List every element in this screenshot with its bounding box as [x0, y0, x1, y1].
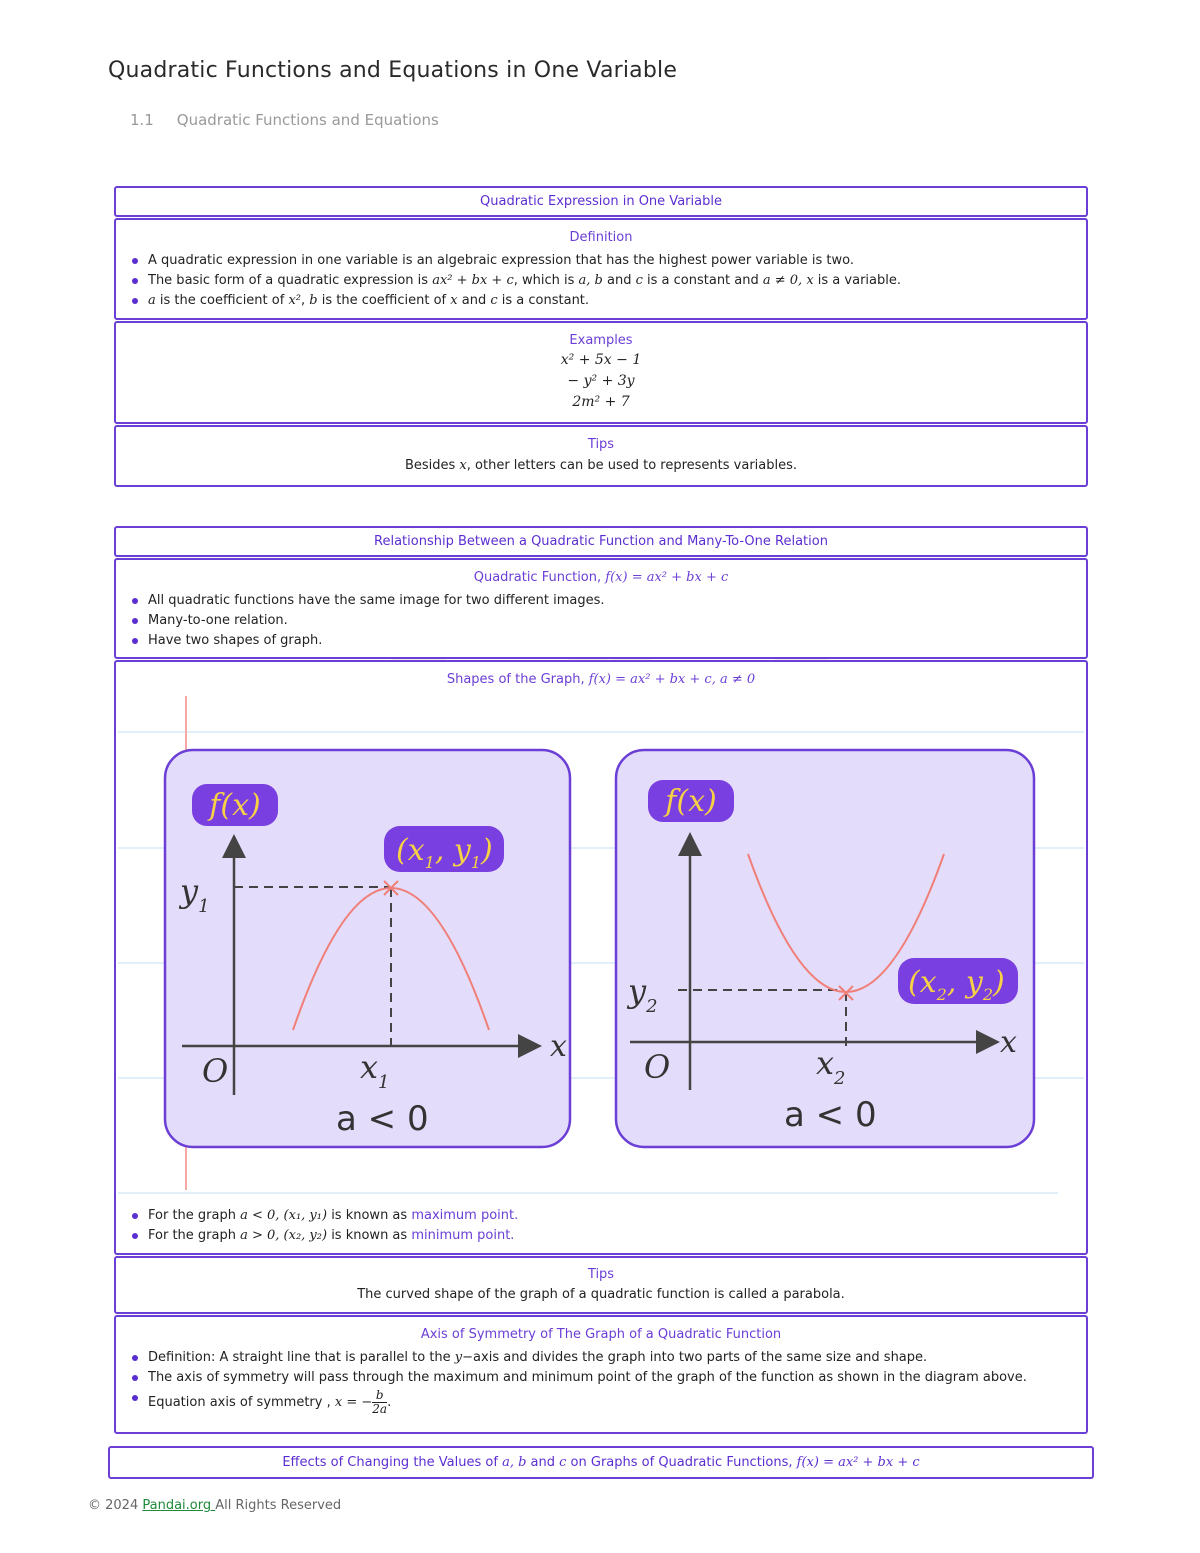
tips2-text: The curved shape of the graph of a quadratic function is called a parabola. — [357, 1287, 845, 1302]
definition-section — [114, 218, 1088, 320]
quadratic-function-section — [114, 558, 1088, 659]
axis-symmetry-section — [114, 1315, 1088, 1434]
footer-link[interactable]: Pandai.org — [142, 1498, 216, 1513]
list-item: Have two shapes of graph. — [130, 631, 1086, 651]
left-x-axis-label: x — [550, 1029, 567, 1064]
left-point-label: ($x_1$, $y_1$) — [396, 833, 493, 872]
right-graph — [616, 750, 1034, 1147]
graphs-figure — [118, 690, 1084, 1200]
card2-header — [114, 526, 1088, 557]
left-fx-label: f(x) — [209, 788, 261, 823]
tips-section — [114, 425, 1088, 487]
examples-section — [114, 321, 1088, 424]
list-item: The axis of symmetry will pass through the maximum and minimum point of the graph of the function as shown in the diagram above. — [130, 1368, 1086, 1388]
examples-title: Examples — [569, 333, 633, 348]
tips-title: Tips — [587, 437, 615, 452]
fraction: $\frac{b}{2a}$ — [372, 1388, 388, 1416]
list-item: Many-to-one relation. — [130, 611, 1086, 631]
list-item: A quadratic expression in one variable is an algebraic expression that has the highest power variable is two. — [130, 251, 1086, 271]
right-y2-label: $y_2$ — [628, 972, 658, 1017]
quadratic-function-title: Quadratic Function, f(x) = ax² + bx + c — [473, 570, 729, 585]
right-condition-label: a < 0 — [784, 1095, 877, 1135]
tips2-section — [114, 1256, 1088, 1314]
card1-header — [114, 186, 1088, 217]
quadratic-function-list — [130, 591, 1086, 651]
right-x-axis-label: x — [1000, 1025, 1017, 1060]
card1-header-text: Quadratic Expression in One Variable — [480, 194, 722, 209]
definition-title: Definition — [569, 230, 633, 245]
tips-text: Besides x, other letters can be used to represents variables. — [404, 458, 798, 473]
list-item: All quadratic functions have the same image for two different images. — [130, 591, 1086, 611]
examples-list — [116, 350, 1086, 413]
right-point-label: ($x_2$, $y_2$) — [908, 965, 1005, 1004]
left-graph — [165, 750, 570, 1147]
list-item: Definition: A straight line that is parallel to the y−axis and divides the graph into two parts of the same size and shape. — [130, 1348, 1086, 1368]
subsection-heading — [130, 111, 439, 129]
card2-header-text: Relationship Between a Quadratic Function and Many-To-One Relation — [374, 534, 828, 549]
left-condition-label: a < 0 — [336, 1099, 429, 1139]
left-origin-label: O — [202, 1052, 229, 1090]
right-fx-label: f(x) — [665, 784, 717, 819]
right-origin-label: O — [644, 1048, 671, 1086]
axis-symmetry-title: Axis of Symmetry of The Graph of a Quadratic Function — [420, 1327, 782, 1342]
left-x1-label: $x_1$ — [360, 1048, 390, 1093]
left-y1-label: $y_1$ — [180, 872, 210, 917]
axis-symmetry-list — [130, 1348, 1086, 1418]
list-item: The basic form of a quadratic expression is ax² + bx + c, which is a, b and c is a constant and a ≠ 0, x is a variable. — [130, 271, 1086, 291]
list-item: a is the coefficient of x², b is the coefficient of x and c is a constant. — [130, 291, 1086, 311]
definition-list — [130, 251, 1086, 311]
subsection-number: 1.1 — [130, 111, 154, 129]
document-title: Quadratic Functions and Equations in One Variable — [108, 58, 678, 83]
right-x2-label: $x_2$ — [816, 1044, 846, 1089]
card3-header: Effects of Changing the Values of a, b and c on Graphs of Quadratic Functions, f(x) = ax² + bx + c — [108, 1446, 1094, 1479]
footer: © 2024 Pandai.org All Rights Reserved — [88, 1498, 342, 1513]
tips2-title: Tips — [587, 1267, 615, 1282]
list-item: For the graph a < 0, (x₁, y₁) is known as maximum point. — [130, 1206, 518, 1226]
list-item: Equation axis of symmetry , x = − $\frac{b}{2a}$ . — [130, 1388, 1086, 1418]
example-item: 2m² + 7 — [572, 394, 630, 410]
list-item: For the graph a > 0, (x₂, y₂) is known as minimum point. — [130, 1226, 518, 1246]
shapes-title: Shapes of the Graph, f(x) = ax² + bx + c, a ≠ 0 — [446, 672, 756, 687]
shapes-notes — [130, 1206, 518, 1246]
subsection-title: Quadratic Functions and Equations — [176, 111, 439, 129]
example-item: x² + 5x − 1 — [560, 352, 642, 368]
example-item: − y² + 3y — [567, 373, 635, 389]
